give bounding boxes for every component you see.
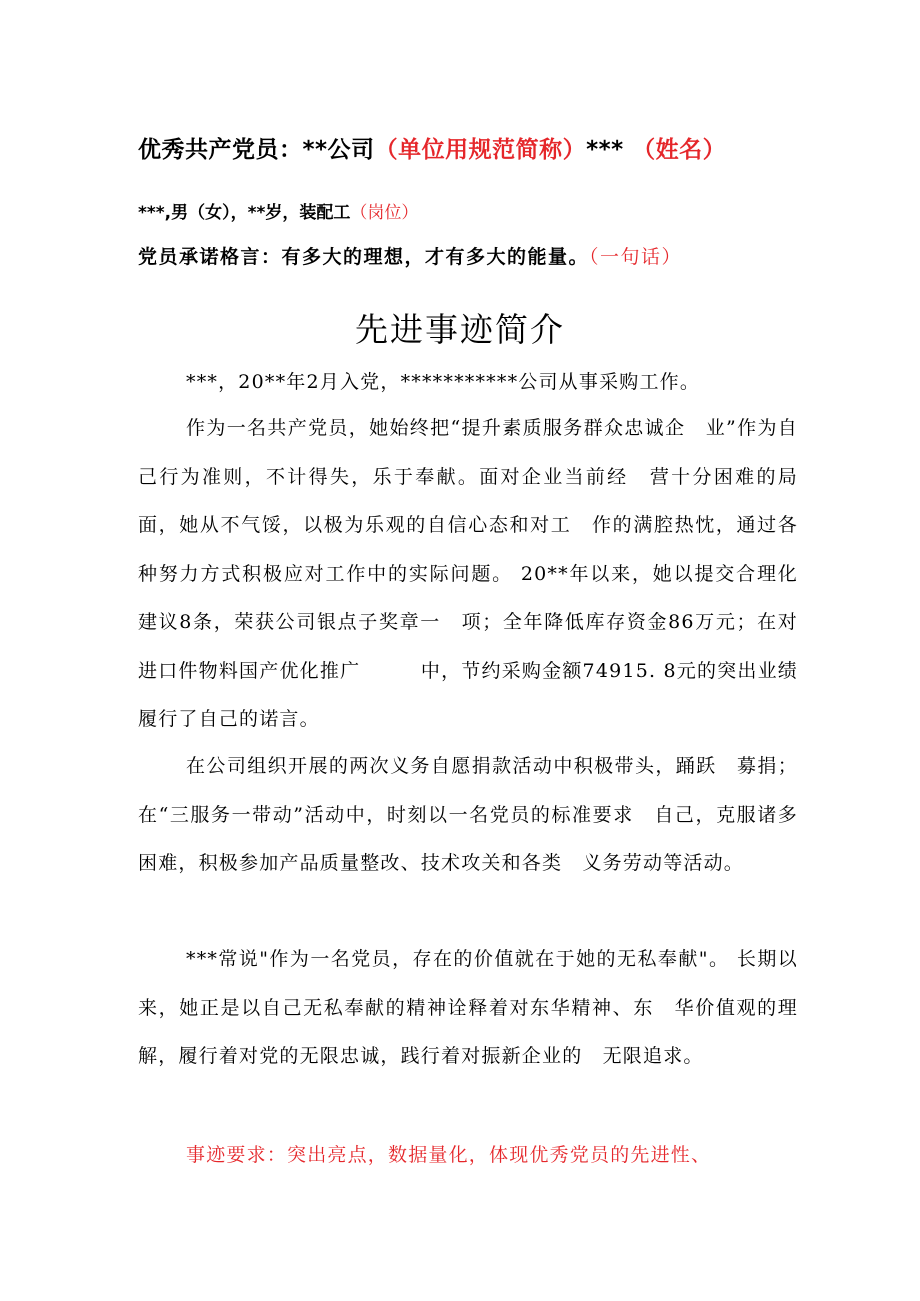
motto-text: 党员承诺格言：有多大的理想，才有多大的能量。	[138, 246, 590, 268]
document-title: 先进事迹简介	[355, 310, 565, 349]
position-hint: （岗位）	[350, 203, 419, 223]
honor-heading	[138, 131, 726, 164]
paragraph-achievements: 作为一名共产党员，她始终把“提升素质服务群众忠诚企 业”作为自己行为准则，不计得失，乐于奉献。面对企业当前经 营十分困难的局面，她从不气馁，以极为乐观的自信心态和对工 作的满腔热忱，通过各种努力方式积极应对工作中的实际问题。 20**年以来，她以提交合理化建议8条，荣获公司银点子奖章一 项；全年降低库存资金86万元；在对进口件物料国产优化推广 中，节约采购金额74915. 8元的突出业绩履行了自己的诺言。	[138, 417, 798, 730]
heading-main-text: 优秀共产党员：**公司	[138, 137, 375, 163]
paragraph-volunteer: 在公司组织开展的两次义务自愿捐款活动中积极带头，踊跃 募捐；在“三服务一带动”活动中，时刻以一名党员的标准要求 自己，克服诸多困难，积极参加产品质量整改、技术攻关和各类 义务劳动等活动。	[138, 755, 798, 874]
motto-line	[138, 242, 682, 269]
personal-info-text: ***,男（女），**岁，装配工	[138, 203, 351, 223]
heading-name-text: ***	[586, 137, 624, 163]
paragraph-dedication: ***常说"作为一名党员，存在的价值就在于她的无私奉献"。 长期以来，她正是以自己无私奉献的精神诠释着对东华精神、东 华价值观的理解，履行着对党的无限忠诚，践行着对振新企业的 无限追求。	[138, 948, 798, 1067]
personal-info-line	[138, 198, 418, 223]
paragraph-requirement-note: 事迹要求：突出亮点，数据量化，体现优秀党员的先进性、	[186, 1144, 712, 1166]
heading-name-hint: （姓名）	[632, 137, 727, 163]
heading-unit-hint: （单位用规范简称）	[374, 137, 587, 163]
motto-hint: （一句话）	[589, 246, 683, 268]
paragraph-intro: ***，20**年2月入党，***********公司从事采购工作。	[186, 371, 701, 393]
